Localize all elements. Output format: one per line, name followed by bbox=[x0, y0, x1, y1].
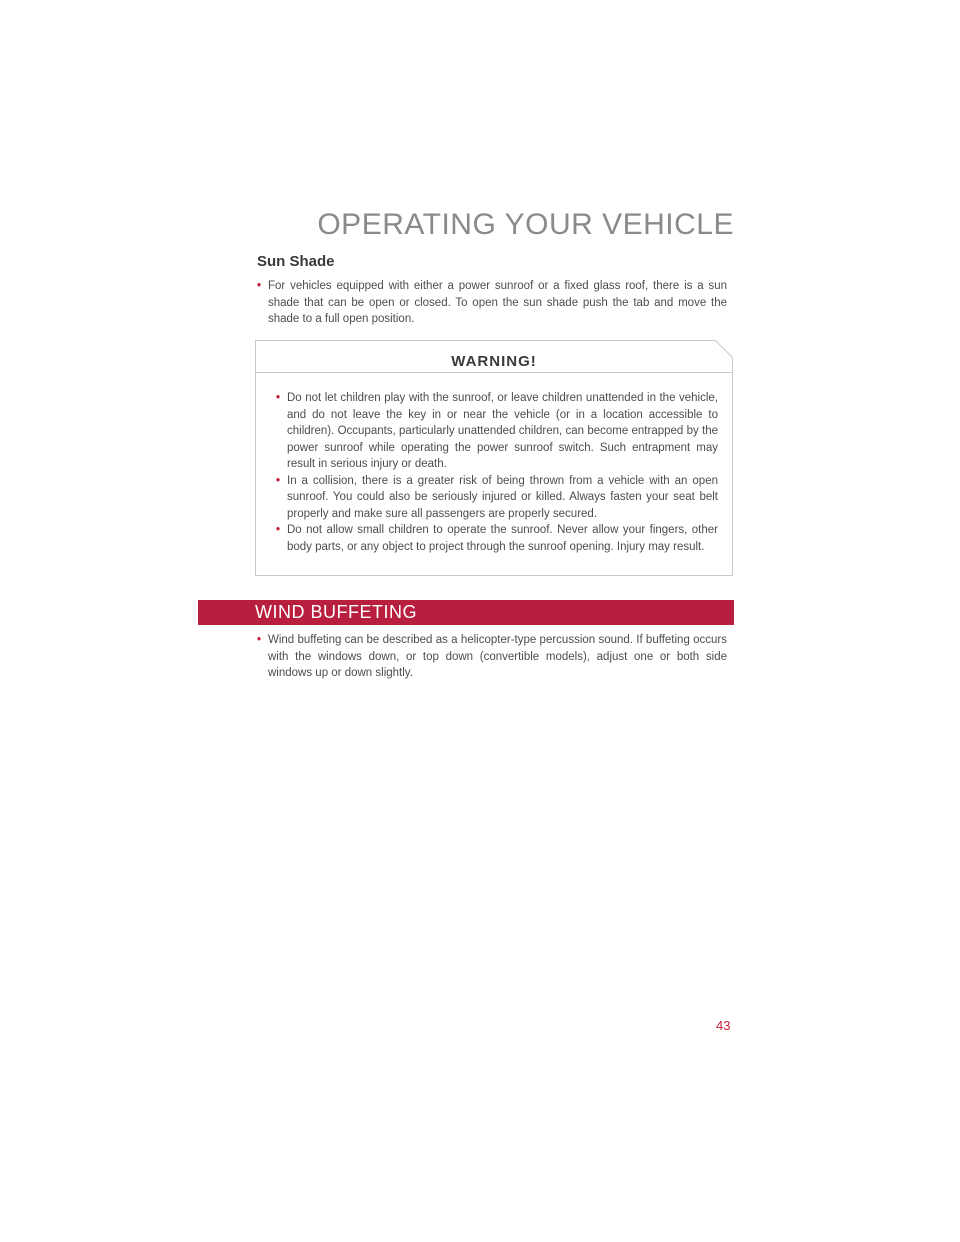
sun-shade-bullet-text: For vehicles equipped with either a power sunroof or a fixed glass roof, there is a sun shade that can be open or closed. To open the sun shade push the tab and move the shade to a full open position. bbox=[268, 280, 727, 325]
wind-buffeting-section-band bbox=[198, 600, 734, 625]
warning-bullet-text: In a collision, there is a greater risk of being thrown from a vehicle with an open sunroof. You could also be seriously injured or killed. Always fasten your seat belt properly and make sure all passengers are properly secured. bbox=[287, 474, 718, 520]
wind-buffeting-bullet-list bbox=[257, 632, 727, 682]
warning-bullet-text: Do not let children play with the sunroof, or leave children unattended in the vehicle, and do not leave the key in or near the vehicle (or in a location accessible to children). Occupants, particularly unattended children, can become entrapped by the power sunroof while operating the power sunroof switch. Such entrapment may result in serious injury or death. bbox=[287, 392, 718, 470]
bullet-icon: • bbox=[276, 524, 281, 536]
wind-buffeting-bullet bbox=[257, 632, 727, 682]
warning-bullet bbox=[276, 390, 718, 473]
warning-title: WARNING! bbox=[451, 353, 537, 370]
wind-buffeting-heading: WIND BUFFETING bbox=[255, 602, 417, 622]
warning-bullet-list bbox=[276, 390, 718, 555]
warning-box bbox=[255, 340, 733, 576]
sun-shade-bullet bbox=[257, 278, 727, 328]
sun-shade-bullet-list bbox=[257, 278, 727, 328]
sun-shade-heading: Sun Shade bbox=[257, 253, 335, 270]
warning-divider bbox=[255, 372, 733, 373]
page-number: 43 bbox=[716, 1018, 731, 1033]
warning-bullet bbox=[276, 473, 718, 523]
warning-bullet bbox=[276, 522, 718, 555]
bullet-icon: • bbox=[276, 474, 281, 487]
bullet-icon: • bbox=[257, 280, 262, 292]
wind-buffeting-bullet-text: Wind buffeting can be described as a helicopter-type percussion sound. If buffeting occurs with the windows down, or top down (convertible models), adjust one or both side windows up or down slightly. bbox=[268, 634, 727, 679]
warning-bullet-text: Do not allow small children to operate the sunroof. Never allow your fingers, other body parts, or any object to project through the sunroof opening. Injury may result. bbox=[287, 524, 718, 553]
running-header-title: OPERATING YOUR VEHICLE bbox=[317, 208, 734, 241]
bullet-icon: • bbox=[257, 634, 262, 646]
bullet-icon: • bbox=[276, 392, 281, 404]
